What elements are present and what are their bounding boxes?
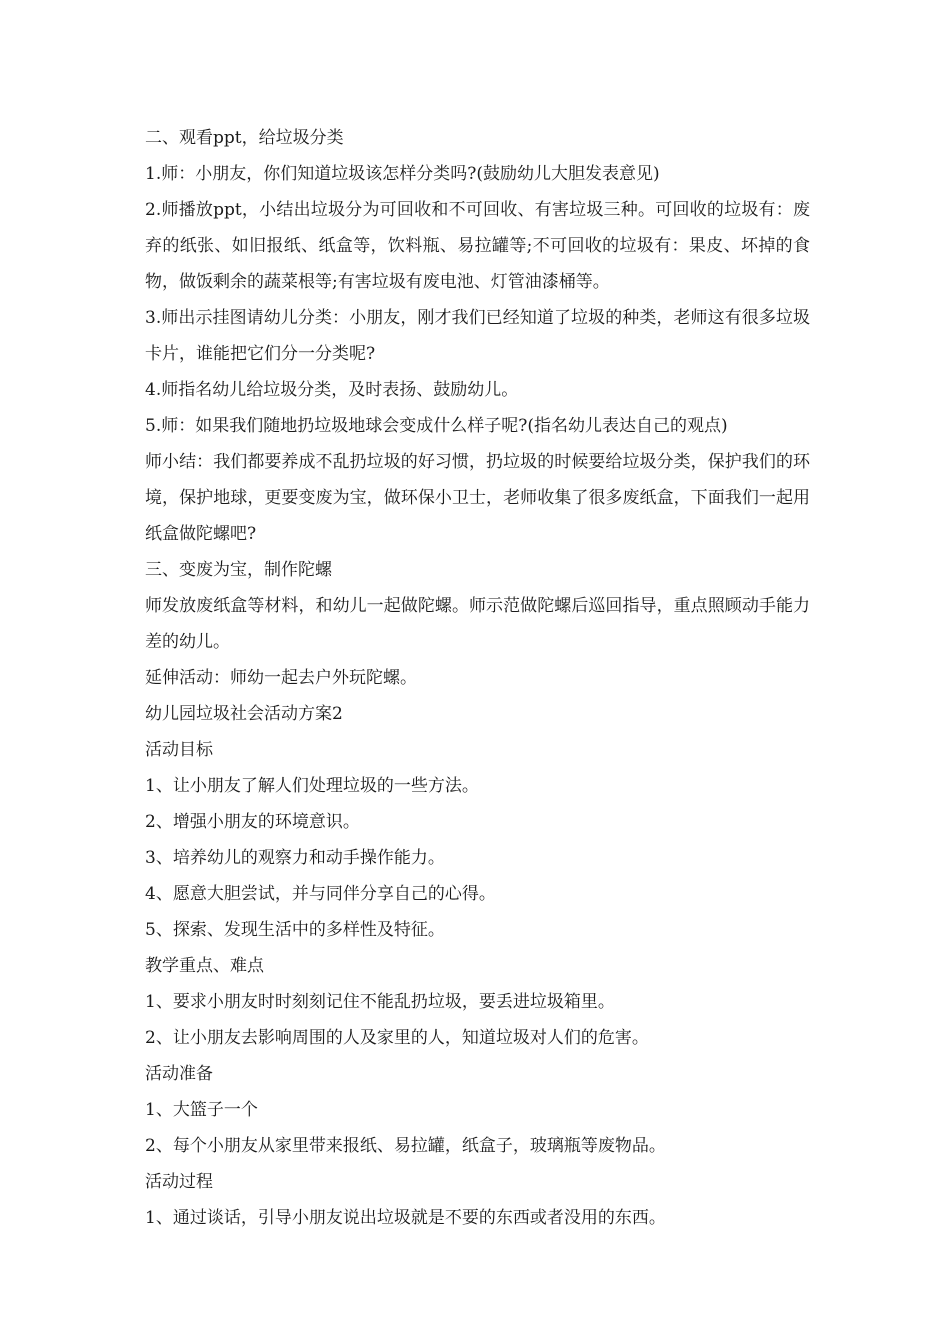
paragraph: 师小结：我们都要养成不乱扔垃圾的好习惯，扔垃圾的时候要给垃圾分类，保护我们的环境，保护地球，更要变废为宝，做环保小卫士，老师收集了很多废纸盒，下面我们一起用纸盒做陀螺吧?: [145, 452, 810, 544]
section-heading: 活动目标: [145, 740, 213, 760]
paragraph: 延伸活动：师幼一起去户外玩陀螺。: [145, 668, 417, 688]
list-item: 1、通过谈话，引导小朋友说出垃圾就是不要的东西或者没用的东西。: [145, 1208, 666, 1228]
paragraph: 4.师指名幼儿给垃圾分类，及时表扬、鼓励幼儿。: [145, 380, 519, 400]
paragraph: 5.师：如果我们随地扔垃圾地球会变成什么样子呢?(指名幼儿表达自己的观点): [145, 416, 728, 436]
list-item: 1、要求小朋友时时刻刻记住不能乱扔垃圾，要丢进垃圾箱里。: [145, 992, 615, 1012]
list-item: 2、每个小朋友从家里带来报纸、易拉罐，纸盒子，玻璃瓶等废物品。: [145, 1136, 666, 1156]
paragraph: 师发放废纸盒等材料，和幼儿一起做陀螺。师示范做陀螺后巡回指导，重点照顾动手能力差的幼儿。: [145, 596, 810, 652]
list-item: 1、大篮子一个: [145, 1100, 258, 1120]
section-heading: 活动过程: [145, 1172, 213, 1192]
list-item: 1、让小朋友了解人们处理垃圾的一些方法。: [145, 776, 479, 796]
section-heading: 活动准备: [145, 1064, 213, 1084]
list-item: 3、培养幼儿的观察力和动手操作能力。: [145, 848, 445, 868]
document-title: 幼儿园垃圾社会活动方案2: [145, 704, 343, 724]
paragraph: 2.师播放ppt，小结出垃圾分为可回收和不可回收、有害垃圾三种。可回收的垃圾有：废弃的纸张、如旧报纸、纸盒等，饮料瓶、易拉罐等;不可回收的垃圾有：果皮、坏掉的食物，做饭剩余的蔬菜根等;有害垃圾有废电池、灯管油漆桶等。: [145, 200, 810, 292]
list-item: 2、增强小朋友的环境意识。: [145, 812, 360, 832]
paragraph: 3.师出示挂图请幼儿分类：小朋友，刚才我们已经知道了垃圾的种类，老师这有很多垃圾卡片，谁能把它们分一分类呢?: [145, 308, 810, 364]
list-item: 2、让小朋友去影响周围的人及家里的人，知道垃圾对人们的危害。: [145, 1028, 649, 1048]
document-body: [145, 120, 810, 1236]
section-heading: 教学重点、难点: [145, 956, 264, 976]
list-item: 5、探索、发现生活中的多样性及特征。: [145, 920, 445, 940]
list-item: 4、愿意大胆尝试，并与同伴分享自己的心得。: [145, 884, 496, 904]
section-heading: 三、变废为宝，制作陀螺: [145, 560, 332, 580]
paragraph: 1.师：小朋友，你们知道垃圾该怎样分类吗?(鼓励幼儿大胆发表意见): [145, 164, 660, 184]
section-heading: 二、观看ppt，给垃圾分类: [145, 128, 344, 148]
